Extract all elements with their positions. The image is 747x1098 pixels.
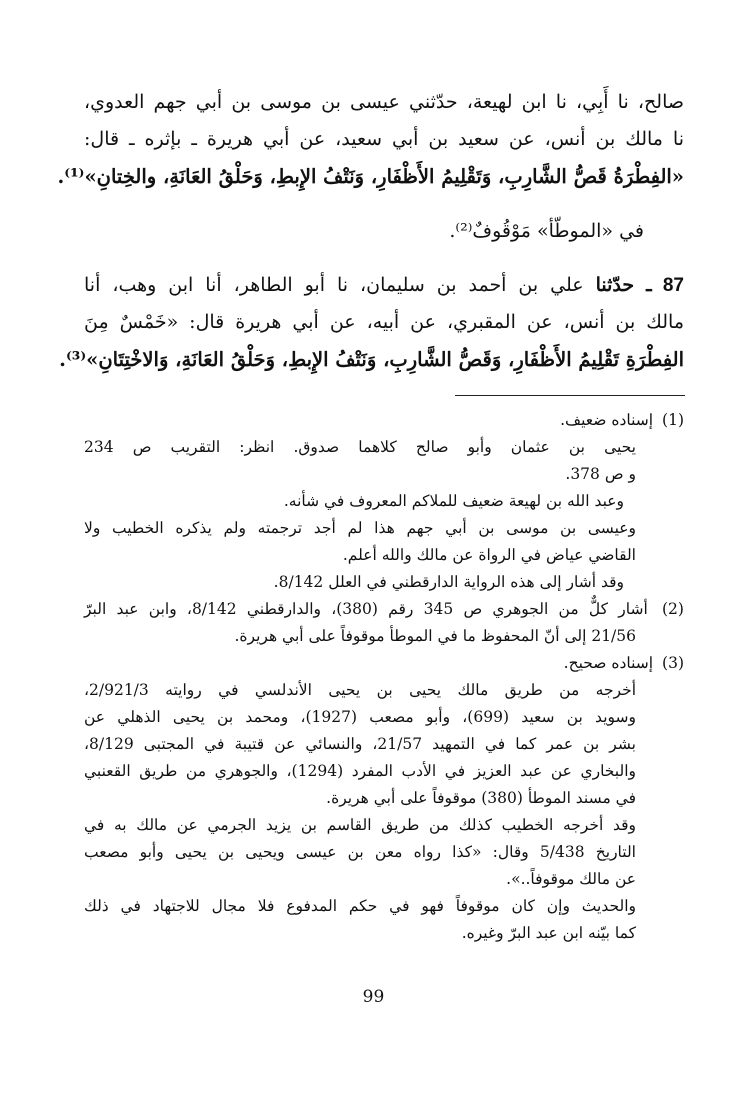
hadith-intro: حدّثنا [595, 274, 635, 296]
footnote-line: وقد أشار إلى هذه الرواية الدارقطني في العلل 8/142. [273, 573, 624, 591]
footnote-text: أشار كلٌّ من الجوهري ص 345 رقم (380)، والدارقطني 8/142، وابن عبد البرّ [84, 600, 648, 618]
paragraph-hadith-86-end [57, 84, 684, 195]
footnote-line: أخرجه من طريق مالك يحيى بن يحيى الأندلسي في روايته 2/921/3، [84, 681, 636, 699]
text-line: في «الموطّأ» مَوْقُوفٌ⁽²⁾. [449, 220, 644, 242]
footnote-separator [455, 395, 685, 396]
paragraph-hadith-87 [59, 267, 684, 378]
footnote-line: والبخاري عن عبد العزيز في الأدب المفرد (1294)، والجوهري من طريق القعنبي [84, 762, 636, 780]
paragraph-mawquf-note [84, 213, 684, 250]
footnote-line: وعيسى بن موسى بن أبي جهم هذا لم أجد ترجمته ولم يذكره الخطيب ولا [84, 519, 636, 537]
footnote-line: في مسند الموطأ (380) موقوفاً على أبي هريرة. [326, 789, 636, 807]
page-number: 99 [362, 987, 385, 1007]
footnote-line: كما بيّنه ابن عبد البرّ وغيره. [461, 924, 636, 942]
footnote-line: التاريخ 5/438 وقال: «كذا رواه معن بن عيسى ويحيى بن يحيى وأبو مصعب [84, 843, 636, 861]
text-line-rest: علي بن أحمد بن سليمان، نا أبو الطاهر، أنا ابن وهب، أنا [84, 274, 596, 296]
footnotes [84, 407, 684, 947]
footnote-text: إسناده ضعيف. [560, 411, 654, 429]
footnote-marker: (2) [661, 600, 684, 618]
footnote-line [84, 407, 684, 434]
hadith-text-line: «الفِطْرَةُ قَصُّ الشَّارِبِ، وَتَقْلِيمُ الأَظْفَارِ، وَنَتْفُ الإِبطِ، وَحَلْقُ العَانَةِ، والخِتانِ»⁽¹⁾. [57, 165, 684, 188]
footnote-line [84, 650, 684, 677]
text-line: مالك بن أنس، عن المقبري، عن أبيه، عن أبي هريرة قال: «خَمْسٌ مِنَ [84, 311, 684, 333]
footnote-marker: (3) [662, 654, 684, 672]
hadith-text-line: الفِطْرَةِ تَقْلِيمُ الأَظْفَارِ، وَقَصُّ الشَّارِبِ، وَنَتْفُ الإِبطِ، وَحَلْقُ العَانَةِ، وَالاخْتِتَانِ»⁽³⁾. [59, 348, 684, 371]
text-line: نا مالك بن أنس، عن سعيد بن أبي سعيد، عن أبي هريرة ـ بإثره ـ قال: [84, 128, 684, 150]
text-line: صالح، نا أَبِي، نا ابن لهيعة، حدّثني عيسى بن موسى بن أبي جهم العدوي، [84, 91, 684, 113]
footnote-text: إسناده صحيح. [563, 654, 654, 672]
footnote-line: عن مالك موقوفاً..». [506, 870, 636, 888]
footnote-marker: (1) [662, 411, 684, 429]
footnote-line: والحديث وإن كان موقوفاً فهو في حكم المدفوع فلا مجال للاجتهاد في ذلك [84, 897, 636, 915]
footnote-line: بشر بن عمر كما في التمهيد 21/57، والنسائي عن قتيبة في المجتبى 8/129، [84, 735, 636, 753]
footnote-line: و ص 378. [565, 465, 636, 483]
hadith-87-first-line [84, 267, 684, 304]
footnote-line [84, 596, 684, 623]
footnote-line: وسويد بن سعيد (699)، وأبو مصعب (1927)، ومحمد بن يحيى الذهلي عن [84, 708, 636, 726]
footnote-line: يحيى بن عثمان وأبو صالح كلاهما صدوق. انظر: التقريب ص 234 [84, 438, 637, 456]
footnote-line: وعبد الله بن لهيعة ضعيف للملاكم المعروف في شأنه. [283, 492, 624, 510]
footnote-line: وقد أخرجه الخطيب كذلك من طريق القاسم بن يزيد الجرمي عن مالك به في [84, 816, 636, 834]
footnote-line: القاضي عياض في الرواة عن مالك والله أعلم. [342, 546, 636, 564]
footnote-line: 21/56 إلى أنّ المحفوظ ما في الموطأ موقوفاً على أبي هريرة. [234, 627, 636, 645]
hadith-number: 87 ـ [646, 275, 684, 296]
